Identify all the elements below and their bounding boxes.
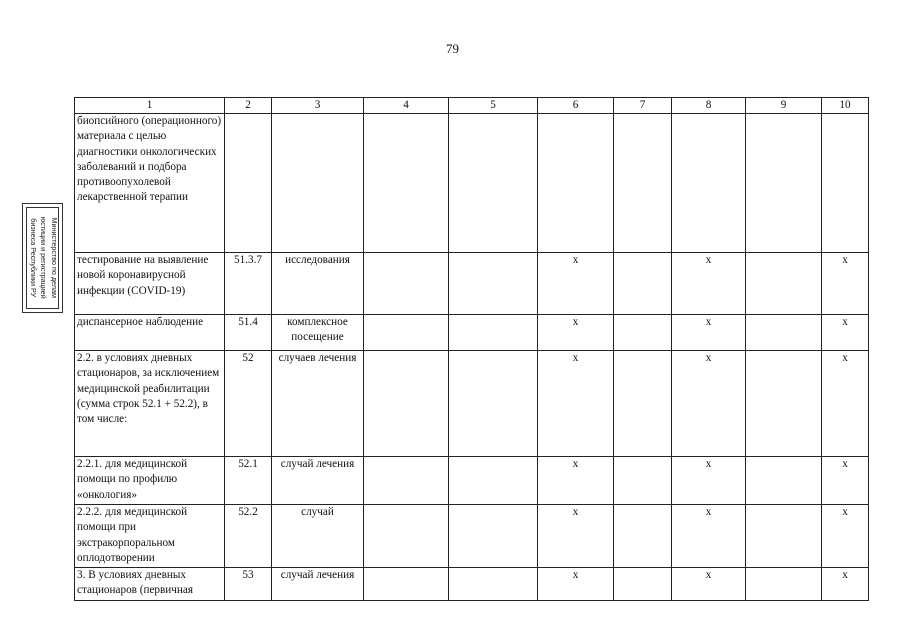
registration-stamp [22,203,63,313]
cell-col10: х [822,351,869,457]
cell-col7 [614,457,672,505]
cell-col8 [672,114,746,253]
data-table [74,97,869,601]
cell-col8: х [672,253,746,315]
stamp-text [27,206,59,310]
row-name: тестирование на выявление новой коронавирусной инфекции (COVID-19) [75,253,225,315]
column-header: 8 [672,98,746,114]
row-name: 2.2.2. для медицинской помощи при экстракорпоральном оплодотворении [75,505,225,568]
page-number: 79 [446,41,459,56]
row-unit: случай лечения [272,457,364,505]
row-number: 52.1 [225,457,272,505]
table-row [75,568,869,601]
row-unit: случай лечения [272,568,364,601]
row-unit: исследования [272,253,364,315]
cell-col5 [449,568,538,601]
cell-col9 [746,568,822,601]
row-unit [272,114,364,253]
cell-col6 [538,114,614,253]
cell-col6: х [538,457,614,505]
cell-col6: х [538,351,614,457]
row-name: 2.2. в условиях дневных стационаров, за исключением медицинской реабилитации (сумма строк 52.1 + 52.2), в том числе: [75,351,225,457]
cell-col6: х [538,505,614,568]
column-header: 9 [746,98,822,114]
cell-col6: х [538,568,614,601]
cell-col9 [746,505,822,568]
table-row [75,114,869,253]
table-row [75,351,869,457]
cell-col4 [364,351,449,457]
cell-col8: х [672,457,746,505]
row-unit: комплексное посещение [272,315,364,351]
row-number: 52.2 [225,505,272,568]
table-row [75,253,869,315]
cell-col6: х [538,253,614,315]
row-unit: случай [272,505,364,568]
cell-col9 [746,114,822,253]
cell-col7 [614,568,672,601]
row-name: 2.2.1. для медицинской помощи по профилю «онкология» [75,457,225,505]
cell-col10: х [822,457,869,505]
table-row [75,505,869,568]
cell-col5 [449,114,538,253]
column-header: 3 [272,98,364,114]
table-row [75,315,869,351]
cell-col9 [746,253,822,315]
row-number: 51.3.7 [225,253,272,315]
cell-col10: х [822,568,869,601]
row-number: 52 [225,351,272,457]
cell-col4 [364,505,449,568]
table-row [75,457,869,505]
table-header-row [75,98,869,114]
cell-col7 [614,114,672,253]
cell-col8: х [672,315,746,351]
row-unit: случаев лечения [272,351,364,457]
cell-col5 [449,457,538,505]
cell-col5 [449,505,538,568]
cell-col5 [449,351,538,457]
cell-col7 [614,253,672,315]
row-number [225,114,272,253]
cell-col4 [364,114,449,253]
cell-col7 [614,315,672,351]
cell-col4 [364,315,449,351]
cell-col7 [614,505,672,568]
cell-col4 [364,253,449,315]
cell-col9 [746,315,822,351]
cell-col6: х [538,315,614,351]
cell-col8: х [672,505,746,568]
row-name: 3. В условиях дневных стационаров (первичная [75,568,225,601]
cell-col9 [746,351,822,457]
stamp-line: Министерство по делам [49,217,59,298]
cell-col5 [449,253,538,315]
column-header: 10 [822,98,869,114]
column-header: 4 [364,98,449,114]
cell-col4 [364,457,449,505]
cell-col10: х [822,315,869,351]
column-header: 7 [614,98,672,114]
column-header: 6 [538,98,614,114]
cell-col10: х [822,253,869,315]
column-header: 2 [225,98,272,114]
column-header: 5 [449,98,538,114]
cell-col10 [822,114,869,253]
row-name: диспансерное наблюдение [75,315,225,351]
stamp-line: бизнеса Республики РУ [28,218,38,298]
cell-col8: х [672,568,746,601]
cell-col9 [746,457,822,505]
row-name: биопсийного (операционного) материала с целью диагностики онкологических заболеваний и подбора противоопухолевой лекарственной терапии [75,114,225,253]
stamp-line: юстиции и регистрацией [38,216,48,299]
cell-col5 [449,315,538,351]
column-header: 1 [75,98,225,114]
row-number: 53 [225,568,272,601]
cell-col10: х [822,505,869,568]
cell-col7 [614,351,672,457]
cell-col8: х [672,351,746,457]
row-number: 51.4 [225,315,272,351]
cell-col4 [364,568,449,601]
